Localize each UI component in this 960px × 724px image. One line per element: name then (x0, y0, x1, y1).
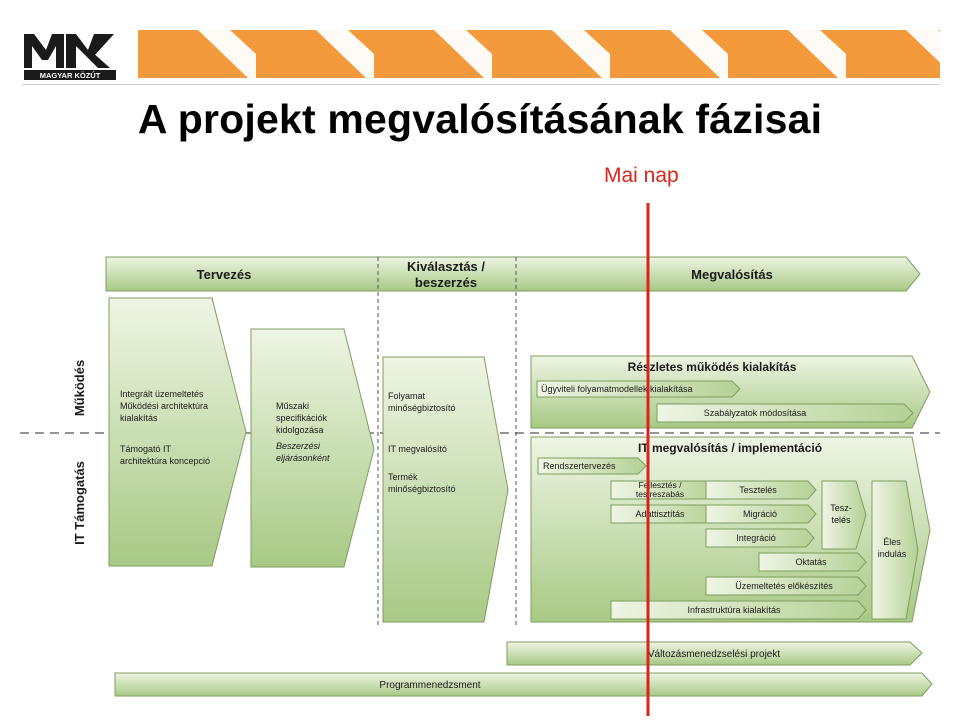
it-development-label-2: testreszabás (635, 489, 685, 499)
it-test-box-label-2: telés (831, 515, 851, 525)
planning-text-3: kialakítás (120, 413, 158, 423)
tech-spec-text-1: Műszaki (276, 401, 310, 411)
planning-box (109, 298, 246, 566)
it-testing-label: Tesztelés (739, 485, 777, 495)
it-data-cleaning-label: Adattisztítás (635, 509, 685, 519)
tech-spec-note-1: Beszerzési (276, 441, 321, 451)
it-infrastructure-label: Infrastruktúra kialakítás (687, 605, 781, 615)
logo-text: MAGYAR KÖZÚT (39, 71, 101, 80)
change-mgmt-label: Változásmenedzselési projekt (647, 649, 781, 660)
it-development-label-1: Fejlesztés / (638, 480, 682, 490)
it-system-design-label: Rendszertervezés (543, 461, 616, 471)
it-migration-label: Migráció (742, 509, 778, 519)
it-integration-label: Integráció (736, 533, 776, 543)
it-ops-prep-label: Üzemeltetés előkészítés (735, 581, 833, 591)
planning-text-1: Integrált üzemeltetés (120, 389, 204, 399)
ops-detail-title: Részletes működés kialakítás (627, 360, 797, 374)
procurement-text-2: minőségbiztosító (388, 403, 456, 413)
program-mgmt-label: Programmenedzsment (379, 680, 481, 691)
procurement-text-3: IT megvalósító (388, 444, 447, 454)
planning-text-4: Támogató IT (120, 444, 172, 454)
it-impl-title: IT megvalósítás / implementáció (637, 441, 823, 455)
it-golive-label-2: indulás (877, 549, 907, 559)
planning-text-5: architektúra koncepció (120, 456, 211, 466)
it-golive-label-1: Éles (883, 537, 901, 547)
procurement-text-1: Folyamat (388, 391, 426, 401)
tech-spec-text-2: specifikációk (276, 413, 328, 423)
row-label-mukodes: Működés (72, 359, 87, 417)
it-test-box-label-1: Tesz- (830, 503, 852, 513)
tech-spec-text-3: kidolgozása (276, 425, 324, 435)
it-training-label: Oktatás (795, 557, 827, 567)
procurement-text-4: Termék (388, 472, 418, 482)
phase-label-tervezes: Tervezés (196, 267, 252, 282)
phase-label-megvalositas: Megvalósítás (691, 267, 773, 282)
today-label: Mai nap (604, 164, 679, 187)
program-mgmt-bar (115, 673, 932, 696)
ops-item-process-models-label: Ügyviteli folyamatmodellek kialakítása (541, 384, 693, 394)
phase-label-kivalasztas-1: Kiválasztás / (406, 259, 486, 274)
slide-title: A projekt megvalósításának fázisai (137, 96, 823, 142)
procurement-text-5: minőségbiztosító (388, 484, 456, 494)
phase-label-kivalasztas-2: beszerzés (414, 275, 478, 290)
planning-text-2: Működési architektúra (120, 401, 209, 411)
row-label-it-tamogatas: IT Támogatás (72, 461, 87, 545)
ops-item-regulations-label: Szabályzatok módosítása (703, 408, 807, 418)
tech-spec-note-2: eljárásonként (276, 453, 330, 463)
